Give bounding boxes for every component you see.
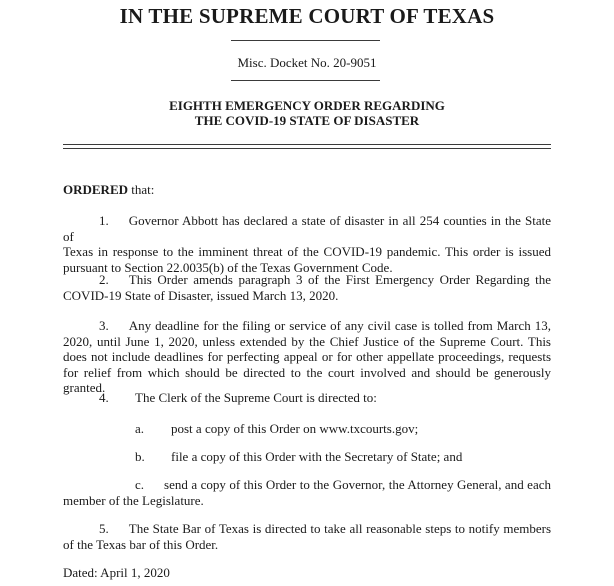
ordered-label: ORDERED [63,182,129,197]
subitem-b-label: b. [135,449,145,464]
title-double-rule-top [63,144,551,145]
order-title-line-2: THE COVID-19 STATE OF DISASTER [194,113,420,128]
paragraph-3-number: 3. [99,318,109,333]
ordered-line [63,182,154,198]
paragraph-1-text-first: Governor Abbott has declared a state of disaster in all 254 counties in the State of [63,213,551,244]
dated-line: Dated: April 1, 2020 [63,565,170,580]
paragraph-4-text: The Clerk of the Supreme Court is directed to: [135,390,377,405]
subitem-a-text: post a copy of this Order on www.txcourts.gov; [171,421,419,436]
paragraph-3-text-rest: 2020, until June 1, 2020, unless extended by the Chief Justice of the Supreme Court. This does not include deadlines for perfecting appeal or for other appellate proceedings, requests for relief from which should be directed to the court involved and should be generously granted. [63,333,551,395]
subitem-c-text-first: send a copy of this Order to the Governor, the Attorney General, and each [164,477,551,492]
paragraph-1-text-rest: Texas in response to the imminent threat of the COVID-19 pandemic. This order is issued pursuant to Section 22.0035(b) of the Texas Government Code. [63,244,551,275]
paragraph-4-number: 4. [99,390,109,405]
paragraph-2-text-rest: COVID-19 State of Disaster, issued March 13, 2020. [63,287,339,303]
subitem-b-text: file a copy of this Order with the Secretary of State; and [171,449,463,464]
ordered-rest: that: [128,182,155,197]
subitem-c [63,477,551,508]
title-double-rule-bottom [63,148,551,149]
paragraph-5-text-first: The State Bar of Texas is directed to take all reasonable steps to notify members [128,521,551,536]
docket-bottom-rule [231,80,380,81]
subitem-c-text-rest: member of the Legislature. [63,492,204,508]
court-title: IN THE SUPREME COURT OF TEXAS [119,4,495,28]
paragraph-1-number: 1. [99,213,109,228]
docket-number: Misc. Docket No. 20-9051 [237,55,377,70]
paragraph-5-number: 5. [99,521,109,536]
order-title [0,98,614,128]
paragraph-5 [63,521,551,552]
paragraph-4 [99,390,109,406]
subitem-c-label: c. [135,477,145,492]
paragraph-2-number: 2. [99,272,109,287]
subitem-a-label: a. [135,421,145,436]
docket-top-rule [231,40,380,41]
paragraph-5-text-rest: of the Texas bar of this Order. [63,536,219,552]
paragraph-2-text-first: This Order amends paragraph 3 of the First Emergency Order Regarding the [128,272,551,287]
paragraph-1 [63,213,551,275]
paragraph-2 [63,272,551,303]
paragraph-3-text-first: Any deadline for the filing or service of any civil case is tolled from March 13, [128,318,551,333]
paragraph-3 [63,318,551,396]
order-title-line-1: EIGHTH EMERGENCY ORDER REGARDING [169,98,445,113]
